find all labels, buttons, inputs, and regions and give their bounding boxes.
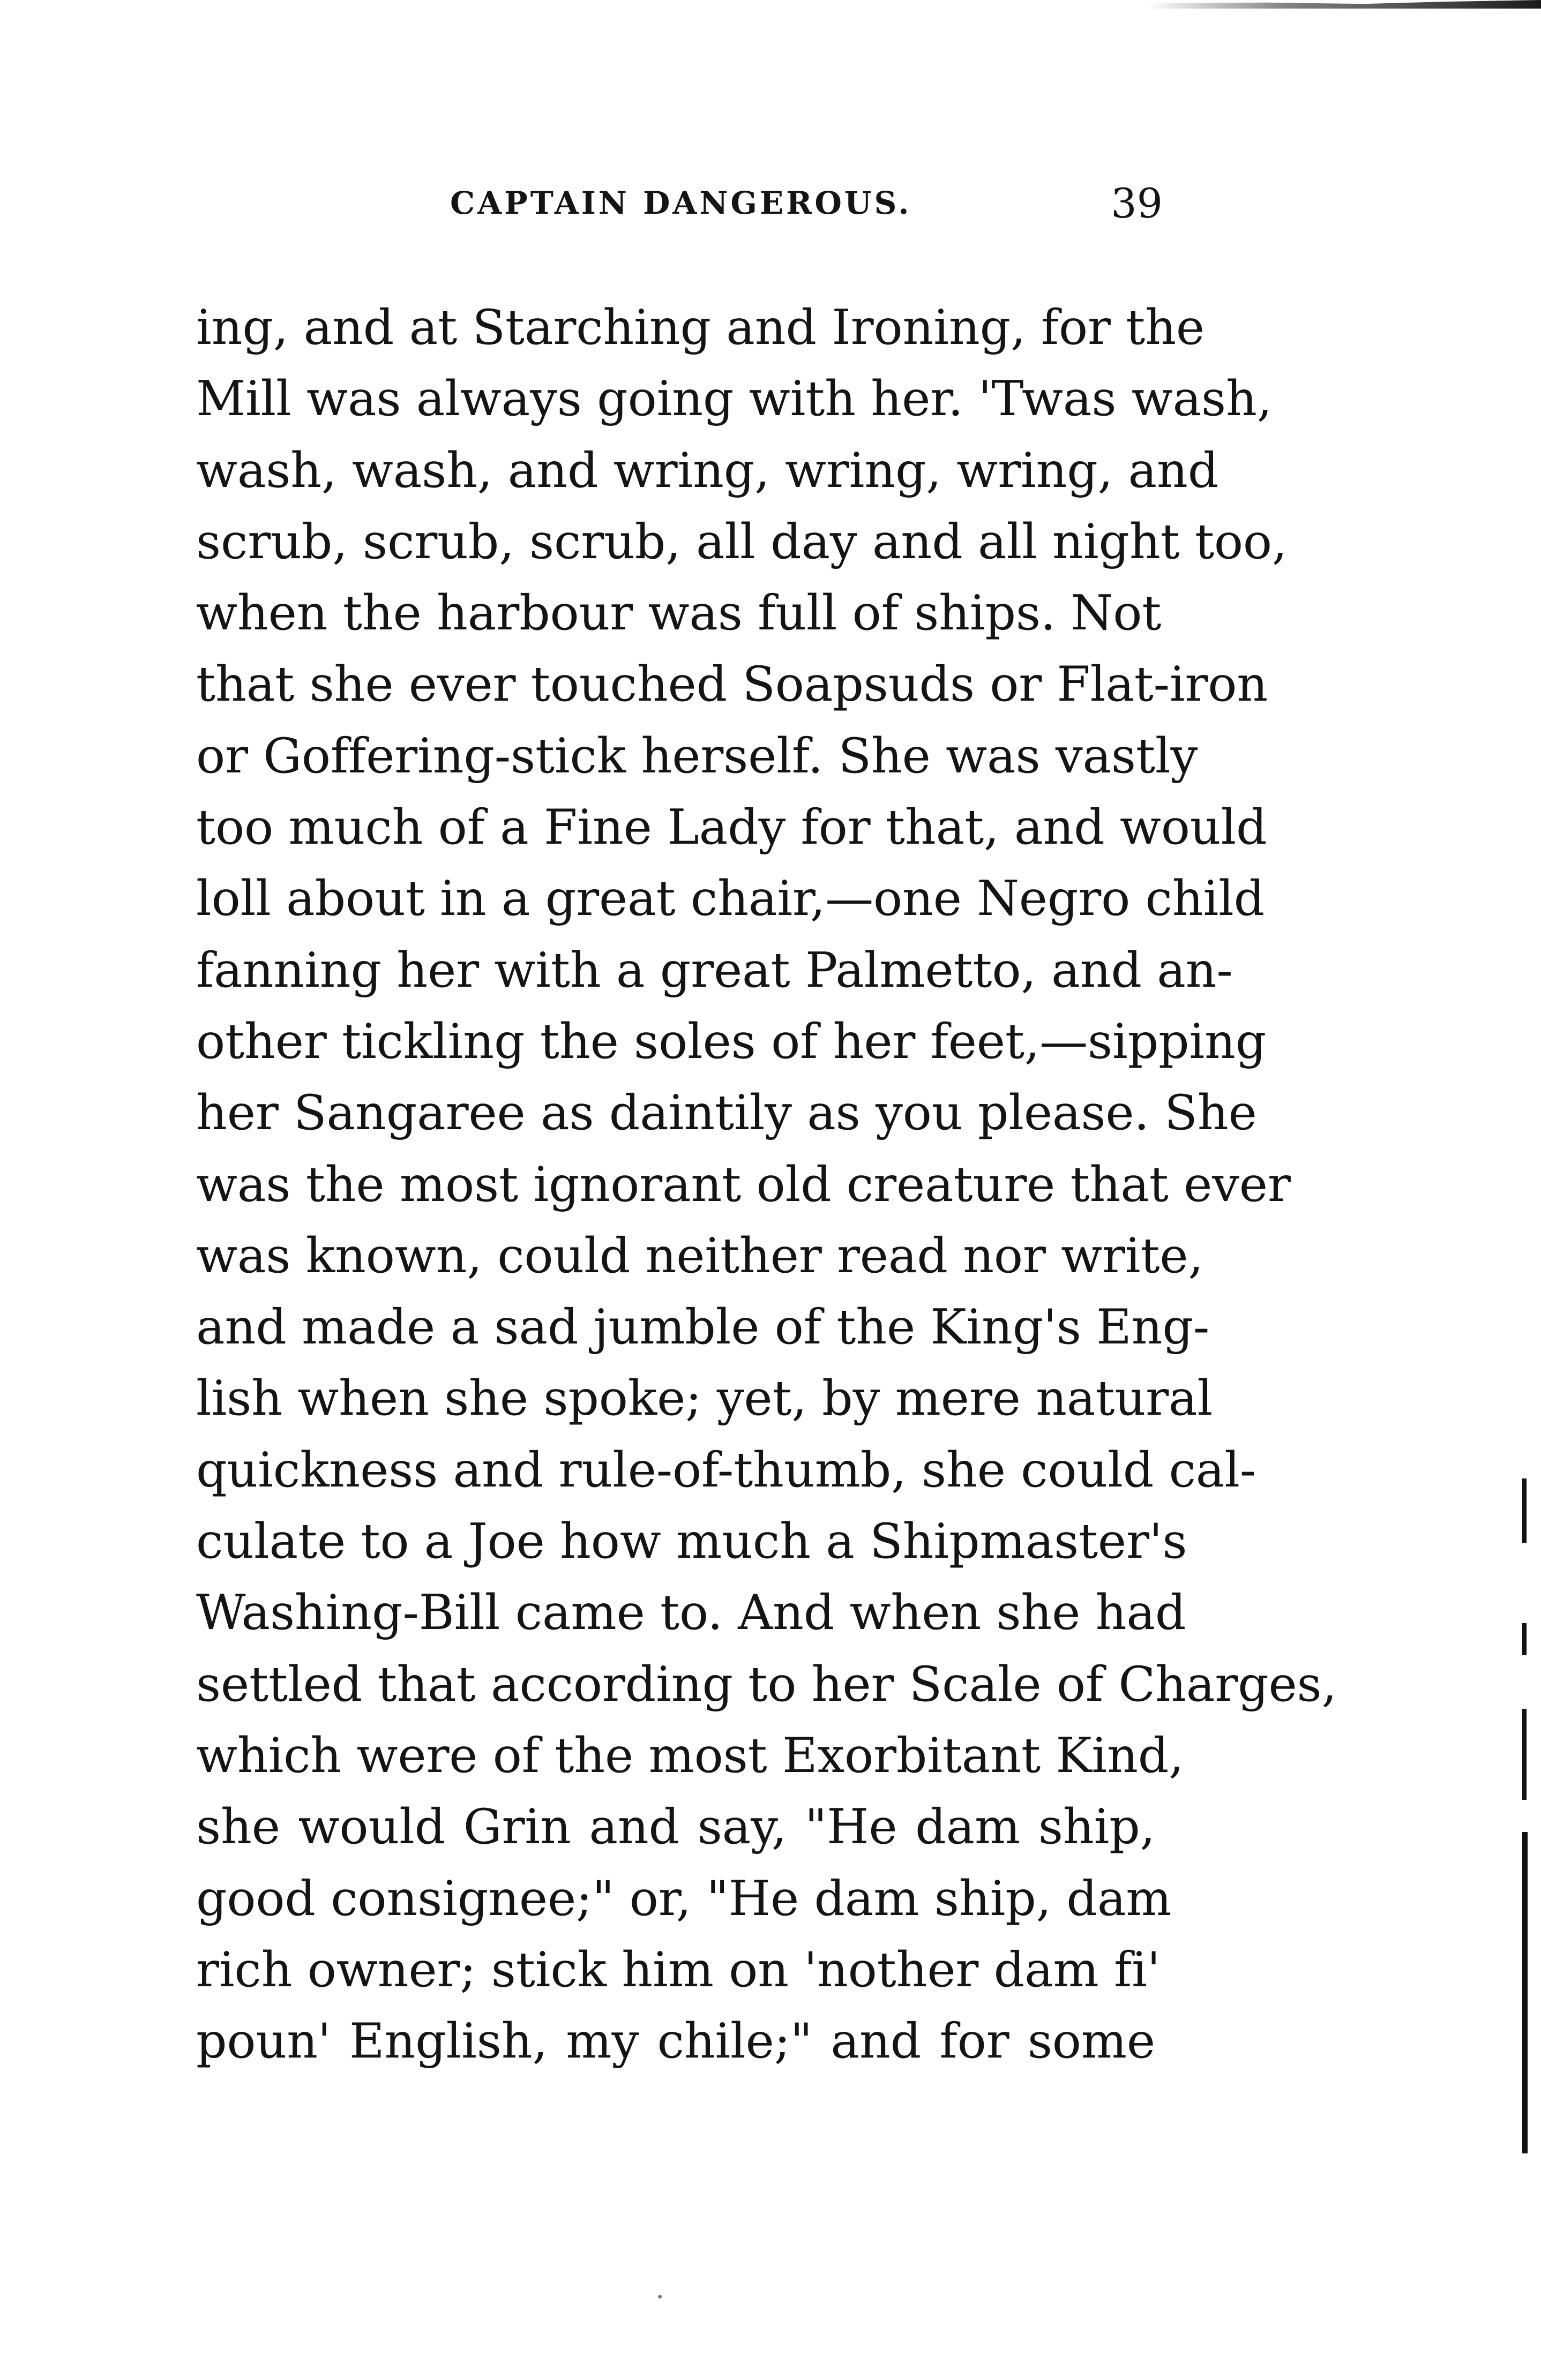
text-line: settled that according to her Scale of Charges, [196,1656,1337,1713]
text-line: other tickling the soles of her feet,—sipping [196,1013,1267,1070]
text-line: culate to a Joe how much a Shipmaster's [196,1513,1187,1570]
scan-margin-mark [1522,1623,1527,1655]
scan-edge-shadow [1147,0,1541,9]
text-line: and made a sad jumble of the King's Eng- [196,1299,1210,1356]
text-line: good consignee;" or, "He dam ship, dam [196,1870,1172,1927]
text-line: she would Grin and say, "He dam ship, [196,1799,1155,1856]
text-line: was the most ignorant old creature that ever [196,1156,1291,1213]
text-line: loll about in a great chair,—one Negro child [196,870,1265,927]
scan-speck [658,2295,662,2299]
text-line: too much of a Fine Lady for that, and would [196,799,1267,856]
text-line: was known, could neither read nor write, [196,1227,1203,1284]
text-line: fanning her with a great Palmetto, and an- [196,942,1233,998]
scan-margin-mark [1522,1832,1528,2153]
text-line: that she ever touched Soapsuds or Flat-iron [196,656,1268,713]
text-line: lish when she spoke; yet, by mere natural [196,1370,1213,1427]
text-line: Mill was always going with her. 'Twas wash, [196,371,1273,427]
scan-margin-mark [1522,1709,1527,1800]
page-number: 39 [1111,179,1163,227]
text-line: ing, and at Starching and Ironing, for the [196,299,1205,356]
text-line: scrub, scrub, scrub, all day and all night too, [196,513,1288,570]
text-line: wash, wash, and wring, wring, wring, and [196,442,1219,499]
text-line: quickness and rule-of-thumb, she could cal- [196,1441,1256,1498]
body-text [196,292,1337,2077]
text-line: rich owner; stick him on 'nother dam fi' [196,1941,1161,1998]
text-line: when the harbour was full of ships. Not [196,585,1162,642]
running-head: CAPTAIN DANGEROUS. [450,185,912,221]
text-line: her Sangaree as daintily as you please. She [196,1085,1257,1142]
text-line: or Goffering-stick herself. She was vastly [196,727,1198,784]
text-line: which were of the most Exorbitant Kind, [196,1727,1184,1784]
text-line: poun' English, my chile;" and for some [196,2013,1155,2070]
text-line: Washing-Bill came to. And when she had [196,1585,1186,1641]
scan-margin-mark [1522,1478,1527,1543]
